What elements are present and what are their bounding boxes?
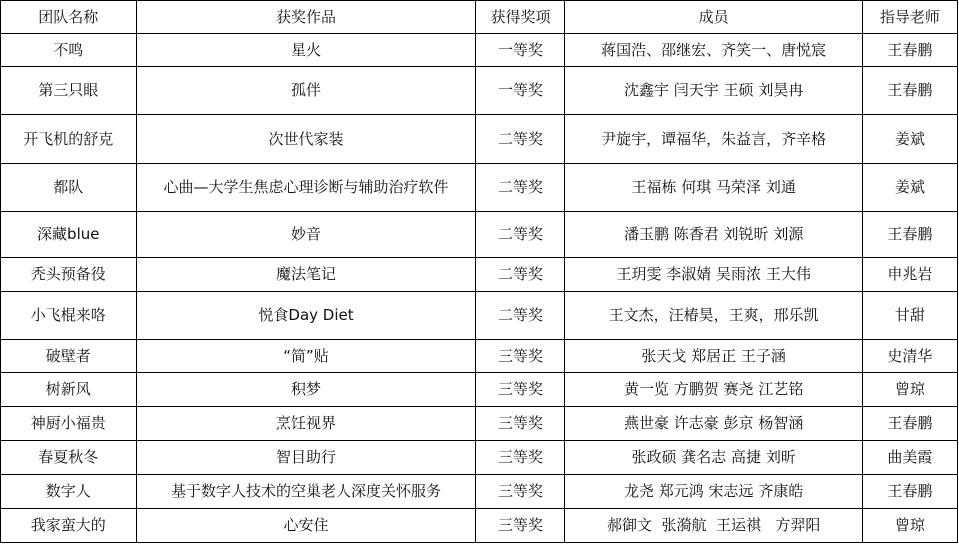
work-cell: 智目助行 (136, 441, 476, 475)
table-row (1, 115, 958, 164)
teacher-cell: 曾琼 (862, 509, 957, 543)
table-row (1, 373, 958, 407)
members-cell: 潘玉鹏 陈香君 刘锐昕 刘源 (565, 212, 862, 258)
members-cell: 龙尧 郑元鸿 宋志远 齐康皓 (565, 475, 862, 509)
team-cell: 春夏秋冬 (1, 441, 137, 475)
work-cell: 星火 (136, 34, 476, 67)
header-members: 成员 (565, 1, 862, 34)
teacher-cell: 姜斌 (862, 164, 957, 212)
header-row (1, 1, 958, 34)
teacher-cell: 史清华 (862, 340, 957, 373)
team-cell: 数字人 (1, 475, 137, 509)
table-row (1, 258, 958, 292)
award-cell: 一等奖 (476, 34, 565, 67)
work-cell: 悦食Day Diet (136, 292, 476, 340)
table-row (1, 292, 958, 340)
teacher-cell: 申兆岩 (862, 258, 957, 292)
work-cell: 基于数字人技术的空巢老人深度关怀服务 (136, 475, 476, 509)
work-cell: 心曲—大学生焦虑心理诊断与辅助治疗软件 (136, 164, 476, 212)
members-cell: 蒋国浩、邵继宏、齐笑一、唐悦宸 (565, 34, 862, 67)
teacher-cell: 曾琼 (862, 373, 957, 407)
header-teacher: 指导老师 (862, 1, 957, 34)
members-cell: 张政硕 龚名志 高捷 刘昕 (565, 441, 862, 475)
team-cell: 我家蛮大的 (1, 509, 137, 543)
team-cell: 树新风 (1, 373, 137, 407)
award-cell: 三等奖 (476, 441, 565, 475)
team-cell: 都队 (1, 164, 137, 212)
work-cell: 烹饪视界 (136, 407, 476, 441)
award-cell: 二等奖 (476, 115, 565, 164)
members-cell: 郝御文 张漪航 王运祺 方羿阳 (565, 509, 862, 543)
team-cell: 小飞棍来咯 (1, 292, 137, 340)
table-row (1, 475, 958, 509)
award-cell: 三等奖 (476, 509, 565, 543)
award-cell: 三等奖 (476, 373, 565, 407)
work-cell: “简”贴 (136, 340, 476, 373)
work-cell: 妙音 (136, 212, 476, 258)
team-cell: 不鸣 (1, 34, 137, 67)
work-cell: 孤伴 (136, 67, 476, 115)
work-cell: 次世代家装 (136, 115, 476, 164)
table-row (1, 34, 958, 67)
members-cell: 尹旋宇，谭福华，朱益言，齐辛格 (565, 115, 862, 164)
table-row (1, 441, 958, 475)
members-cell: 黄一览 方鹏贺 赛尧 江艺铭 (565, 373, 862, 407)
teacher-cell: 甘甜 (862, 292, 957, 340)
team-cell: 神厨小福贵 (1, 407, 137, 441)
header-work: 获奖作品 (136, 1, 476, 34)
team-cell: 破壁者 (1, 340, 137, 373)
work-cell: 积梦 (136, 373, 476, 407)
team-cell: 开飞机的舒克 (1, 115, 137, 164)
team-cell: 秃头预备役 (1, 258, 137, 292)
award-cell: 三等奖 (476, 407, 565, 441)
header-award: 获得奖项 (476, 1, 565, 34)
work-cell: 心安住 (136, 509, 476, 543)
table-row (1, 67, 958, 115)
award-cell: 三等奖 (476, 340, 565, 373)
award-cell: 二等奖 (476, 164, 565, 212)
table-row (1, 340, 958, 373)
teacher-cell: 王春鹏 (862, 475, 957, 509)
award-cell: 三等奖 (476, 475, 565, 509)
work-cell: 魔法笔记 (136, 258, 476, 292)
table-row (1, 407, 958, 441)
teacher-cell: 王春鹏 (862, 407, 957, 441)
members-cell: 王玥雯 李淑婧 吴雨浓 王大伟 (565, 258, 862, 292)
teacher-cell: 王春鹏 (862, 67, 957, 115)
members-cell: 沈鑫宇 闫天宇 王硕 刘昊冉 (565, 67, 862, 115)
teacher-cell: 姜斌 (862, 115, 957, 164)
team-cell: 深藏blue (1, 212, 137, 258)
teacher-cell: 王春鹏 (862, 212, 957, 258)
members-cell: 王福栋 何琪 马荣泽 刘通 (565, 164, 862, 212)
table-row (1, 509, 958, 543)
table-row (1, 212, 958, 258)
header-team: 团队名称 (1, 1, 137, 34)
teacher-cell: 曲美霞 (862, 441, 957, 475)
members-cell: 王文杰，汪椿昊，王爽，邢乐凯 (565, 292, 862, 340)
award-cell: 一等奖 (476, 67, 565, 115)
members-cell: 燕世豪 许志豪 彭京 杨智涵 (565, 407, 862, 441)
table-row (1, 164, 958, 212)
members-cell: 张天戈 郑居正 王子涵 (565, 340, 862, 373)
award-cell: 二等奖 (476, 212, 565, 258)
award-cell: 二等奖 (476, 258, 565, 292)
team-cell: 第三只眼 (1, 67, 137, 115)
award-cell: 二等奖 (476, 292, 565, 340)
teacher-cell: 王春鹏 (862, 34, 957, 67)
